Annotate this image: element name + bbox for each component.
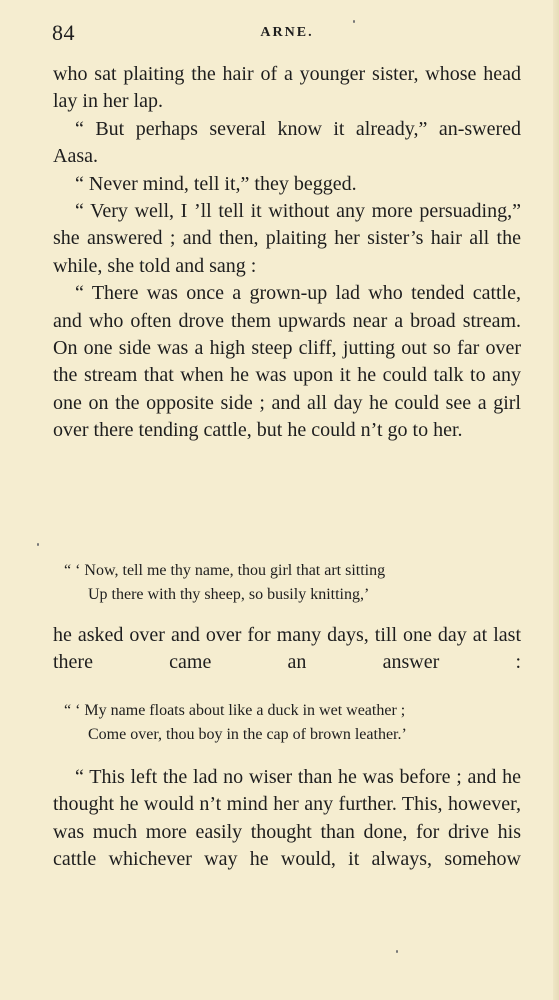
verse-line: “ ‘ Now, tell me thy name, thou girl that art sitting — [64, 562, 386, 579]
verse-line: Come over, thou boy in the cap of brown leather.’ — [88, 725, 407, 743]
text-block-2 — [53, 622, 521, 677]
paragraph: “ There was once a grown-up lad who tended cattle, and who often drove them upwards near a broad stream. On one side was a high steep cliff, jutting out so far over the stream that when he was upon it he could talk to any one on the opposite side ; and all day he could see a girl over there tending cattle, but he could n’t go to her. — [53, 282, 521, 442]
verse-1 — [64, 559, 514, 606]
paragraph: “ This left the lad no wiser than he was before ; and he thought he would n’t mind her any further. This, however, was much more easily thought than done, for drive his cattle whichever way he would, it always, somehow — [53, 766, 521, 871]
verse-line: Up there with thy sheep, so busily knitting,’ — [88, 585, 370, 603]
running-title: ARNE. — [260, 25, 314, 40]
page-edge — [553, 0, 559, 1000]
paragraph: “ Never mind, tell it,” they begged. — [75, 172, 357, 195]
paragraph: who sat plaiting the hair of a younger sister, whose head lay in her lap. — [53, 63, 521, 113]
page-header — [52, 20, 522, 46]
text-block-1 — [53, 61, 521, 445]
paragraph: “ But perhaps several know it already,” an-swered Aasa. — [53, 117, 521, 168]
verse-2 — [64, 699, 514, 746]
paragraph: he asked over and over for many days, till one day at last there came an answer : — [53, 624, 521, 674]
print-speck — [353, 20, 355, 23]
paragraph: “ Very well, I ’ll tell it without any more persuading,” she answered ; and then, plaiting her sister’s hair all the while, she told and sang : — [53, 200, 521, 277]
page-number: 84 — [52, 20, 75, 45]
print-speck — [396, 950, 398, 953]
print-speck — [37, 543, 39, 546]
text-block-3 — [53, 764, 521, 874]
verse-line: “ ‘ My name floats about like a duck in wet weather ; — [64, 702, 406, 719]
